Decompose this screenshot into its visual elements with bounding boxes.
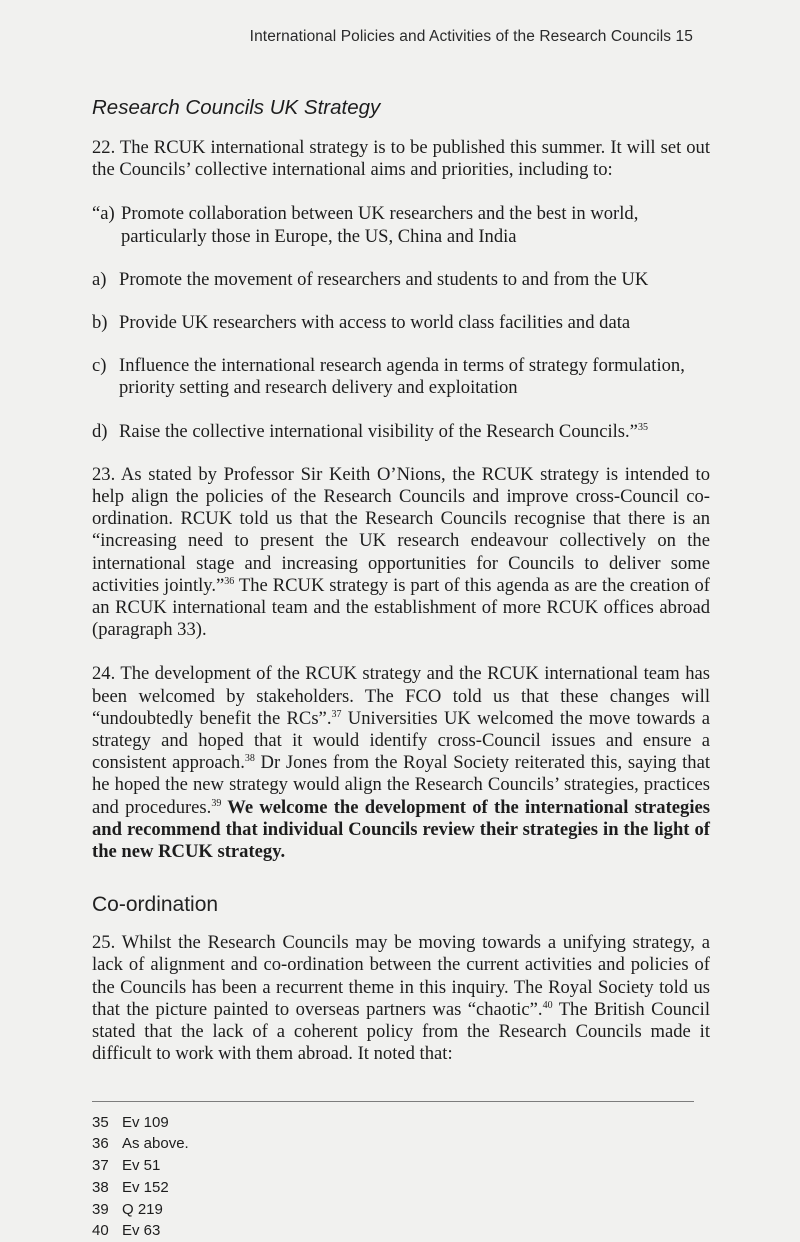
- footnote: [92, 1177, 710, 1199]
- footnote-number: 39: [92, 1199, 122, 1221]
- footnote-ref[interactable]: 40: [543, 1000, 553, 1011]
- page-content: [92, 96, 710, 1242]
- paragraph-23: [92, 464, 710, 642]
- list-item-label: b): [92, 312, 108, 334]
- paragraph-22: 22. The RCUK international strategy is to be published this summer. It will set out the Councils’ collective international aims and priorities, including to:: [92, 137, 710, 181]
- list-item-label: a): [92, 269, 106, 291]
- running-header: International Policies and Activities of the Research Councils 15: [250, 28, 693, 46]
- paragraph-text: The RCUK strategy is part of this agenda as are the creation of an RCUK international team and the establishment of more RCUK offices abroad (paragraph 33).: [92, 575, 710, 640]
- list-item-text: Influence the international research agenda in terms of strategy formulation, priority setting and research delivery and exploitation: [119, 355, 685, 398]
- footnote: [92, 1112, 710, 1134]
- list-item-text: Raise the collective international visibility of the Research Councils.”: [119, 421, 638, 442]
- footnote-divider: [92, 1101, 694, 1102]
- list-item-label: c): [92, 355, 106, 377]
- list-item: [92, 203, 710, 247]
- list-item-text: Provide UK researchers with access to world class facilities and data: [119, 312, 630, 333]
- footnote-number: 37: [92, 1155, 122, 1177]
- paragraph-text: 24. The development of the RCUK strategy and the RCUK international team has been welcomed by stakeholders. The FCO told us that these changes will “undoubtedly benefit the RCs”.: [92, 663, 710, 728]
- paragraph-text: Dr Jones from the Royal Society reiterated this, saying that he hoped the new strategy would align the Research Councils’ strategies, practices and procedures.: [92, 752, 710, 817]
- footnote: [92, 1133, 710, 1155]
- list-item-label: d): [92, 421, 108, 443]
- footnote: [92, 1199, 710, 1221]
- list-item: [92, 269, 710, 291]
- footnote-text: Ev 152: [122, 1177, 169, 1199]
- footnote: [92, 1220, 710, 1242]
- list-item-label: “a): [92, 203, 115, 225]
- footnote-number: 40: [92, 1220, 122, 1242]
- footnote-list: [92, 1112, 710, 1242]
- footnote-ref[interactable]: 35: [638, 422, 648, 433]
- footnote-text: Ev 51: [122, 1155, 160, 1177]
- list-item-text: Promote the movement of researchers and students to and from the UK: [119, 269, 648, 290]
- list-item: [92, 421, 710, 443]
- footnote-number: 38: [92, 1177, 122, 1199]
- paragraph-25: [92, 932, 710, 1065]
- list-item: [92, 355, 710, 399]
- list-item: [92, 312, 710, 334]
- paragraph-24: [92, 663, 710, 863]
- list-item-text: Promote collaboration between UK researchers and the best in world, particularly those in Europe, the US, China and India: [121, 203, 638, 246]
- recommendation-text: We welcome the development of the international strategies and recommend that individual Councils review their strategies in the light of the new RCUK strategy.: [92, 797, 710, 862]
- footnote: [92, 1155, 710, 1177]
- section-heading-coordination: Co-ordination: [92, 893, 710, 917]
- section-heading-rcuk-strategy: Research Councils UK Strategy: [92, 96, 710, 120]
- footnote-ref[interactable]: 37: [331, 709, 341, 720]
- footnote-text: Ev 109: [122, 1112, 169, 1134]
- paragraph-text: 23. As stated by Professor Sir Keith O’Nions, the RCUK strategy is intended to help align the policies of the Research Councils and improve cross-Council co-ordination. RCUK told us that the Research Councils recognise that there is an “increasing need to present the UK research endeavour collectively on the international stage and increasing opportunities for Councils to deliver some activities jointly.”: [92, 464, 710, 596]
- footnote-ref[interactable]: 39: [211, 798, 221, 809]
- paragraph-text: 25. Whilst the Research Councils may be moving towards a unifying strategy, a lack of alignment and co-ordination between the current activities and policies of the Councils has been a recurrent theme in this inquiry. The Royal Society told us that the picture painted to overseas partners was “chaotic”.: [92, 932, 710, 1020]
- footnote-ref[interactable]: 38: [245, 753, 255, 764]
- footnote-text: As above.: [122, 1133, 189, 1155]
- quote-list: [92, 203, 710, 442]
- footnote-number: 35: [92, 1112, 122, 1134]
- footnote-number: 36: [92, 1133, 122, 1155]
- paragraph-text: The British Council stated that the lack of a coherent policy from the Research Councils made it difficult to work with them abroad. It noted that:: [92, 999, 710, 1064]
- paragraph-text: Universities UK welcomed the move towards a strategy and hoped that it would identify cross-Council issues and ensure a consistent approach.: [92, 708, 710, 773]
- footnote-text: Ev 63: [122, 1220, 160, 1242]
- footnote-text: Q 219: [122, 1199, 163, 1221]
- footnote-ref[interactable]: 36: [224, 576, 234, 587]
